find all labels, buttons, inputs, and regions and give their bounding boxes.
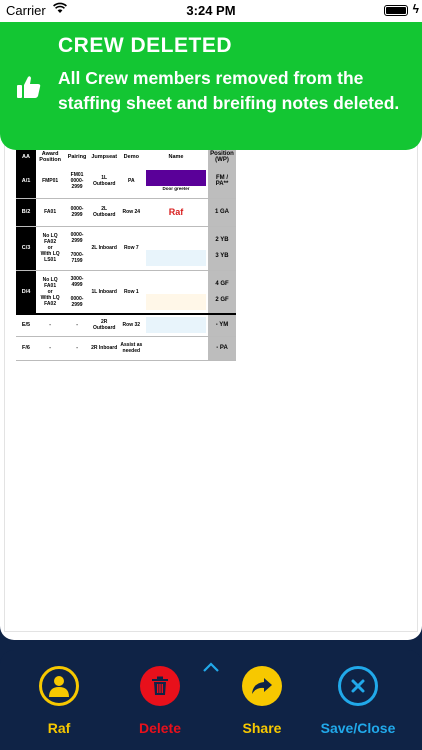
position-b: 2 GF <box>215 296 229 303</box>
award-or: or <box>47 288 53 295</box>
demo-cell: Row 24 <box>119 198 144 226</box>
header-award: Award Position <box>39 151 61 163</box>
jumpseat-cell: 2R Outboard <box>90 314 119 336</box>
pairing-cell <box>64 226 90 270</box>
award-cell <box>36 226 64 270</box>
share-label: Share <box>242 720 282 736</box>
header-position: Position (WP) <box>208 150 236 164</box>
position-cell: - YM <box>208 314 236 336</box>
pairing-cell: - <box>64 336 90 360</box>
charging-icon: ϟ <box>412 2 419 16</box>
jumpseat-cell: 1L Inboard <box>90 270 119 314</box>
clock: 3:24 PM <box>186 3 236 18</box>
carrier-label: Carrier <box>6 3 46 18</box>
bottom-toolbar <box>0 650 422 750</box>
header-name: Name <box>168 154 184 160</box>
name-cell[interactable] <box>144 226 208 270</box>
jumpseat-cell: 2L Inboard <box>90 226 119 270</box>
position-cell: FM / PA** <box>208 164 236 198</box>
trash-icon <box>140 666 180 706</box>
position-b: 3 YB <box>215 253 229 259</box>
share-arrow-icon <box>242 666 282 706</box>
save-close-label: Save/Close <box>320 720 396 736</box>
name-swatch <box>146 317 206 333</box>
demo-cell: PA <box>119 164 144 198</box>
award-cell: FA01 <box>36 198 64 226</box>
thumbs-up-icon <box>16 74 42 100</box>
award-a: No LQ FA02 <box>42 233 58 245</box>
position-cell <box>208 226 236 270</box>
pairing-cell: 0000-2999 <box>64 198 90 226</box>
banner-title: CREW DELETED <box>58 34 232 57</box>
position-a: 4 GF <box>215 280 229 287</box>
name-swatch <box>146 170 206 186</box>
pairing-cell <box>64 270 90 314</box>
position-cell: - PA <box>208 336 236 360</box>
name-cell[interactable] <box>144 314 208 336</box>
row-label: E/5 <box>16 314 36 336</box>
demo-cell: Row 32 <box>119 314 144 336</box>
row-label: B/2 <box>16 198 36 226</box>
row-label: F/6 <box>16 336 36 360</box>
jumpseat-cell: 2L Outboard <box>90 198 119 226</box>
demo-cell: Assist as needed <box>119 336 144 360</box>
staffing-sheet <box>16 150 236 361</box>
award-cell: FMP01 <box>36 164 64 198</box>
row-label: A/1 <box>16 164 36 198</box>
header-pairing: Pairing <box>67 154 87 160</box>
jumpseat-cell: 2R Inboard <box>90 336 119 360</box>
award-b: With LQ FA02 <box>40 294 60 307</box>
pairing-b: 7000-7199 <box>70 252 84 264</box>
jumpseat-cell: 1L Outboard <box>90 164 119 198</box>
award-cell <box>36 270 64 314</box>
pairing-a: 0000-2999 <box>70 232 84 244</box>
pairing-cell: - <box>64 314 90 336</box>
pairing-b: 0000-2999 <box>70 295 84 308</box>
demo-cell: Row 1 <box>119 270 144 314</box>
status-bar <box>0 0 422 22</box>
header-jumpseat: Jumpseat <box>91 154 118 160</box>
row-label: D/4 <box>16 270 36 314</box>
name-note: Door greeter <box>162 186 190 192</box>
share-button[interactable] <box>217 666 307 736</box>
delete-label: Delete <box>138 720 182 736</box>
pairing-a: 3000-4999 <box>70 275 84 288</box>
battery-icon <box>384 5 408 16</box>
close-icon <box>338 666 378 706</box>
position-a: 2 YB <box>215 237 229 243</box>
award-cell: - <box>36 314 64 336</box>
award-b: With LQ LS01 <box>40 251 60 263</box>
name-swatch <box>146 294 206 310</box>
award-or: or <box>47 245 53 251</box>
name-cell[interactable] <box>144 198 208 226</box>
save-close-button[interactable] <box>313 666 403 736</box>
award-cell: - <box>36 336 64 360</box>
position-cell <box>208 270 236 314</box>
header-aa: AA <box>16 150 36 164</box>
award-a: No LQ FA01 <box>42 276 58 289</box>
crew-name: Raf <box>168 207 184 217</box>
crew-deleted-banner[interactable] <box>0 22 422 150</box>
user-icon <box>39 666 79 706</box>
pairing-cell: FM01 0000-2999 <box>64 164 90 198</box>
banner-message: All Crew members removed from the staffing sheet and breifing notes deleted. <box>58 68 400 113</box>
raf-button[interactable] <box>14 666 104 736</box>
demo-cell: Row 7 <box>119 226 144 270</box>
raf-label: Raf <box>47 720 71 736</box>
name-swatch <box>146 250 206 266</box>
delete-button[interactable] <box>115 666 205 736</box>
position-cell: 1 GA <box>208 198 236 226</box>
name-cell[interactable] <box>144 336 208 360</box>
name-cell[interactable] <box>144 164 208 198</box>
header-demo: Demo <box>123 154 139 160</box>
name-cell[interactable] <box>144 270 208 314</box>
row-label: C/3 <box>16 226 36 270</box>
